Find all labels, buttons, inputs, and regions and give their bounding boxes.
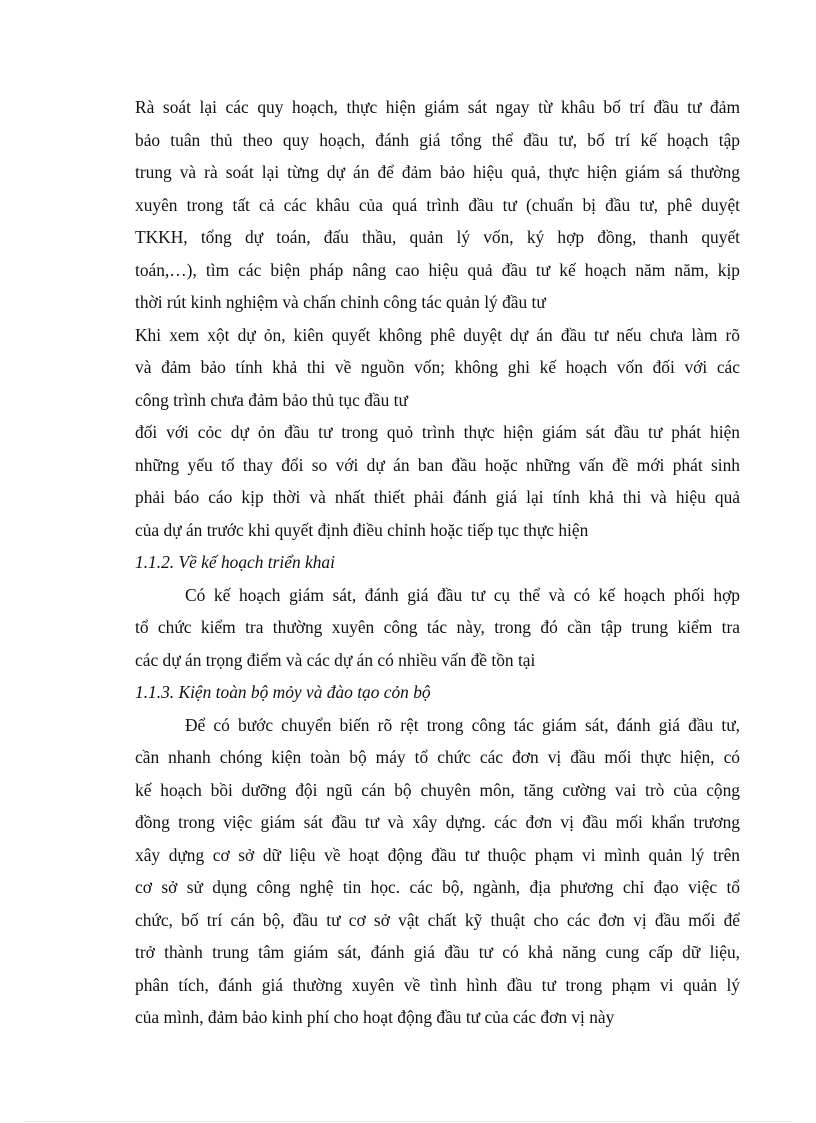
text-line: trở thành trung tâm giám sát, đánh giá đầu tư có khả năng cung cấp dữ liệu, <box>135 942 740 962</box>
text-line: và đảm bảo tính khả thi về nguồn vốn; không ghi kế hoạch vốn đối với các <box>135 357 740 377</box>
text-line: Rà soát lại các quy hoạch, thực hiện giám sát ngay từ khâu bố trí đầu tư đảm <box>135 97 740 117</box>
text-line: phân tích, đánh giá thường xuyên về tình hình đầu tư trong phạm vi quản lý <box>135 974 740 995</box>
page-bottom-divider <box>25 1121 791 1122</box>
paragraph-project-approval <box>135 319 740 417</box>
text-line: chức, bố trí cán bộ, đầu tư cơ sở vật chất kỹ thuật cho các đơn vị đầu mối để <box>135 909 740 930</box>
text-line: bảo tuân thủ theo quy hoạch, đánh giá tổng thể đầu tư, bố trí kế hoạch tập <box>135 129 740 150</box>
text-line: cơ sở sử dụng công nghệ tin học. các bộ, ngành, địa phương chỉ đạo việc tổ <box>135 877 740 897</box>
text-line: kế hoạch bồi dưỡng đội ngũ cán bộ chuyên môn, tăng cường vai trò của cộng <box>135 779 740 800</box>
text-line: xuyên trong tất cả các khâu của quá trình đầu tư (chuẩn bị đầu tư, phê duyệt <box>135 194 740 215</box>
text-line: Khi xem xột dự ỏn, kiên quyết không phê duyệt dự án đầu tư nếu chưa làm rõ <box>135 324 740 345</box>
text-line: công trình chưa đảm bảo thủ tục đầu tư <box>135 389 408 410</box>
paragraph-organization-building <box>135 709 740 1034</box>
text-line: cần nhanh chóng kiện toàn bộ máy tổ chức các đơn vị đầu mối thực hiện, có <box>135 747 740 767</box>
paragraph-project-changes <box>135 416 740 546</box>
text-line: trung và rà soát lại từng dự án để đảm bảo hiệu quả, thực hiện giám sá thường <box>135 162 740 182</box>
text-line: các dự án trọng điểm và các dự án có nhiều vấn đề tồn tại <box>135 649 536 670</box>
text-line: TKKH, tổng dự toán, đấu thầu, quản lý vốn, ký hợp đồng, thanh quyết <box>135 227 740 247</box>
text-line: đối với cỏc dự ỏn đầu tư trong quỏ trình thực hiện giám sát đầu tư phát hiện <box>135 422 740 442</box>
text-line: của dự án trước khi quyết định điều chỉnh hoặc tiếp tục thực hiện <box>135 519 589 540</box>
section-heading-staff-training: 1.1.3. Kiện toàn bộ mỏy và đào tạo cỏn bộ <box>135 682 431 702</box>
text-line: thời rút kinh nghiệm và chấn chỉnh công tác quản lý đầu tư <box>135 292 546 312</box>
text-line: những yếu tố thay đổi so với dự án ban đầu hoặc những vấn đề mới phát sinh <box>135 454 740 475</box>
section-heading-implementation-plan: 1.1.2. Về kế hoạch triển khai <box>135 552 335 572</box>
text-line: toán,…), tìm các biện pháp nâng cao hiệu quả đầu tư kế hoạch năm năm, kịp <box>135 259 740 280</box>
text-line: của mình, đảm bảo kinh phí cho hoạt động đầu tư của các đơn vị này <box>135 1007 615 1027</box>
paragraph-review-planning <box>135 91 740 319</box>
text-line: Có kế hoạch giám sát, đánh giá đầu tư cụ thể và có kế hoạch phối hợp <box>185 584 740 605</box>
paragraph-supervision-plan <box>135 579 740 677</box>
text-line: xây dựng cơ sở dữ liệu về hoạt động đầu tư thuộc phạm vi mình quản lý trên <box>135 844 740 865</box>
document-page <box>135 91 740 1034</box>
text-line: phải báo cáo kịp thời và nhất thiết phải đánh giá lại tính khả thi và hiệu quả <box>135 487 740 507</box>
text-line: Để có bước chuyển biến rõ rệt trong công tác giám sát, đánh giá đầu tư, <box>185 714 740 735</box>
text-line: đồng trong việc giám sát đầu tư và xây dựng. các đơn vị đầu mối khẩn trương <box>135 812 740 832</box>
text-line: tổ chức kiểm tra thường xuyên công tác này, trong đó cần tập trung kiểm tra <box>135 617 740 637</box>
